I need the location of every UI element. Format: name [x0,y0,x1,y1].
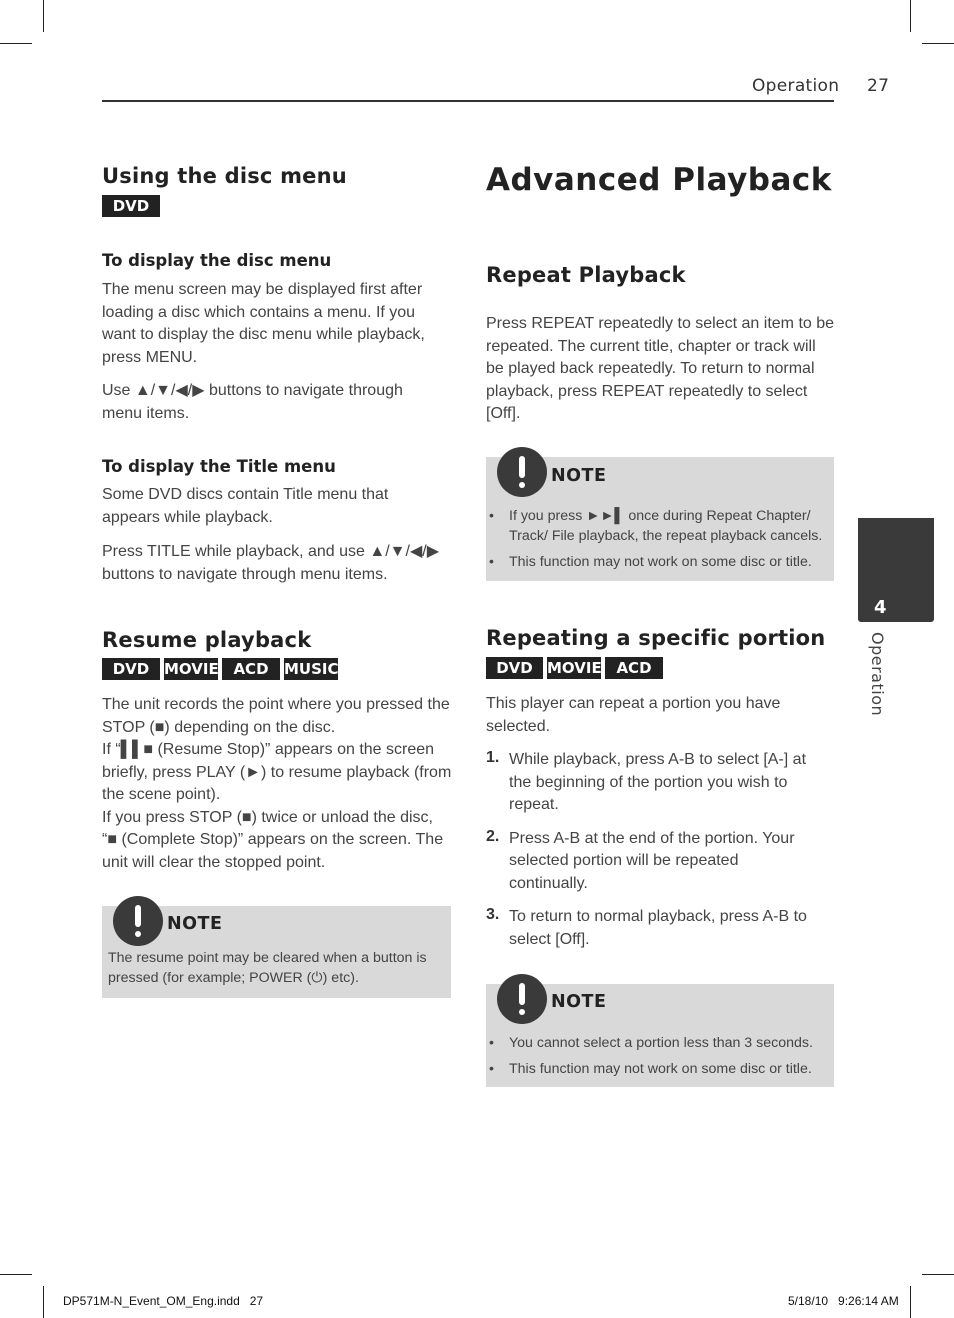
tag-dvd: DVD [102,195,160,217]
list-item [486,906,826,951]
subsection-title-display-disc-menu: To display the disc menu [102,251,332,270]
exclamation-icon [113,896,163,946]
disc-type-tags [102,658,338,680]
tag-movie: MOVIE [547,659,602,677]
paragraph: The menu screen may be displayed first after loading a disc which contains a menu. If you want to display the disc menu while playback, press MENU. [102,281,425,366]
chapter-title: Advanced Playback [486,162,832,198]
subsection-title-display-title-menu: To display the Title menu [102,457,336,476]
list-item: • This function may not work on some disc or title. [489,554,812,570]
crop-mark [922,1274,954,1275]
exclamation-icon [497,974,547,1024]
paragraph: If “▌▌■ (Resume Stop)” appears on the screen briefly, press PLAY (►) to resume playback (from the scene point). [102,741,452,803]
crop-mark [0,1274,32,1275]
paragraph: This player can repeat a portion you have selected. [486,695,781,735]
step-text: Press A-B at the end of the portion. Your selected portion will be repeated continually. [509,829,795,892]
exclamation-icon [497,447,547,497]
note-bullet-text: This function may not work on some disc or title. [509,1061,812,1077]
footer-timestamp: 5/18/10 9:26:14 AM [788,1294,899,1308]
tag-movie: MOVIE [164,660,219,678]
tag-dvd: DVD [486,657,543,679]
step-number: 2. [486,827,500,845]
crop-mark [922,43,954,44]
crop-mark [910,0,911,32]
step-number: 1. [486,749,500,766]
list-item [486,749,826,817]
note-text: The resume point may be cleared when a button is pressed (for example; POWER (⏻) etc). [108,950,427,986]
tag-music: MUSIC [284,660,339,678]
note-bullets [489,506,831,578]
chapter-number: 4 [874,597,887,618]
note-bullets [489,1033,831,1085]
note-label: NOTE [551,992,607,1012]
paragraph: Use ▲/▼/◀/▶ buttons to navigate through menu items. [102,382,403,422]
footer-filename: DP571M-N_Event_OM_Eng.indd 27 [63,1294,264,1308]
note-label: NOTE [167,914,223,934]
step-number: 3. [486,906,500,923]
disc-type-tags [486,657,663,679]
tag-acd: ACD [222,658,280,680]
section-title-disc-menu: Using the disc menu [102,164,347,188]
note-bullet-text: You cannot select a portion less than 3 seconds. [509,1035,813,1051]
paragraph: Some DVD discs contain Title menu that appears while playback. [102,486,389,526]
header-rule [102,100,834,102]
chapter-side-tab [858,518,934,622]
chapter-side-label: Operation [868,632,887,717]
disc-type-tags [102,195,160,217]
list-item [486,828,826,896]
tag-acd: ACD [605,657,663,679]
step-text: To return to normal playback, press A-B to select [Off]. [509,908,807,948]
crop-mark [43,1286,44,1318]
note-bullet-text: If you press ►►▌ once during Repeat Chapter/ Track/ File playback, the repeat playback cancels. [509,508,823,544]
page-number: 27 [867,76,890,96]
step-text: While playback, press A-B to select [A-] at the beginning of the portion you wish to repeat. [509,751,807,813]
section-title-resume-playback: Resume playback [102,628,312,652]
note-label: NOTE [551,466,607,486]
crop-mark [910,1286,911,1318]
paragraph: Press REPEAT repeatedly to select an item to be repeated. The current title, chapter or track will be played back repeatedly. To return to normal playback, press REPEAT repeatedly to select [Off]. [486,315,835,422]
list-item: • If you press ►►▌ once during Repeat Chapter/ Track/ File playback, the repeat playback cancels. [489,506,831,546]
list-item: • This function may not work on some disc or title. [489,1061,812,1077]
crop-mark [0,43,32,44]
crop-mark [43,0,44,32]
tag-dvd: DVD [102,658,160,680]
note-bullet-text: This function may not work on some disc or title. [509,554,812,570]
steps-list [486,749,826,962]
paragraph: If you press STOP (■) twice or unload the disc, “■ (Complete Stop)” appears on the screen. The unit will clear the stopped point. [102,808,444,871]
paragraph: Press TITLE while playback, and use ▲/▼/◀/▶ buttons to navigate through menu items. [102,543,440,583]
list-item: • You cannot select a portion less than 3 seconds. [489,1035,813,1051]
section-title-repeating-portion: Repeating a specific portion [486,626,826,650]
running-header-section: Operation [752,76,840,96]
resume-paragraphs [102,694,452,874]
section-title-repeat-playback: Repeat Playback [486,263,686,287]
paragraph: The unit records the point where you pressed the STOP (■) depending on the disc. [102,696,450,736]
